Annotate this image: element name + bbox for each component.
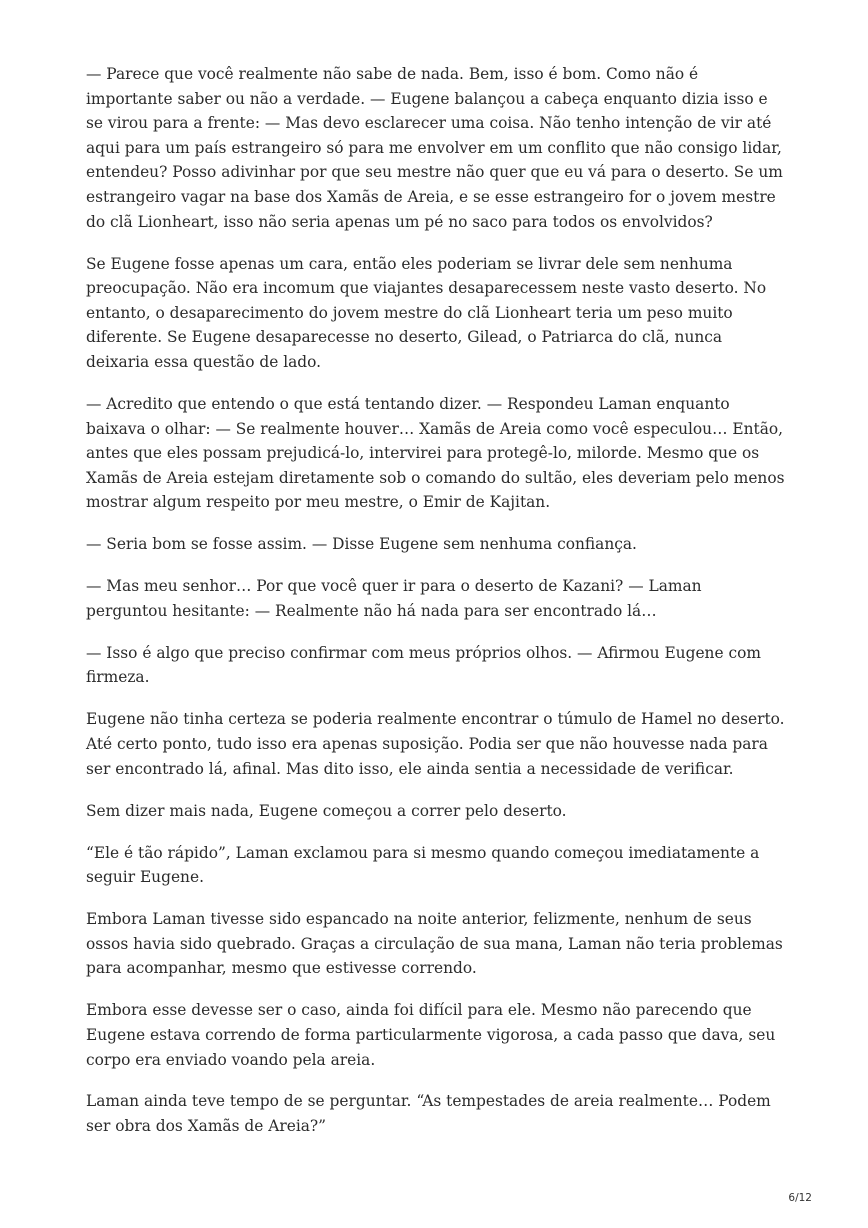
paragraph: — Seria bom se fosse assim. — Disse Eugene sem nenhuma confiança. bbox=[86, 535, 637, 554]
paragraph: Se Eugene fosse apenas um cara, então eles poderiam se livrar dele sem nenhuma preocupação. Não era incomum que viajantes desaparecessem neste vasto deserto. No entanto, o desaparecimento do jovem mestre do clã Lionheart teria um peso muito diferente. Se Eugene desaparecesse no deserto, Gilead, o Patriarca do clã, nunca deixaria essa questão de lado. bbox=[86, 254, 767, 371]
page-number: 6/12 bbox=[788, 1192, 812, 1204]
paragraph: Embora esse devesse ser o caso, ainda foi difícil para ele. Mesmo não parecendo que Eugene estava correndo de forma particularmente vigorosa, a cada passo que dava, seu corpo era enviado voando pela areia. bbox=[86, 1001, 776, 1069]
paragraph: — Parece que você realmente não sabe de nada. Bem, isso é bom. Como não é importante saber ou não a verdade. — Eugene balançou a cabeça enquanto dizia isso e se virou para a frente: — Mas devo esclarecer uma coisa. Não tenho intenção de vir até aqui para um país estrangeiro só para me envolver em um conflito que não consigo lidar, entendeu? Posso adivinhar por que seu mestre não quer que eu vá para o deserto. Se um estrangeiro vagar na base dos Xamãs de Areia, e se esse estrangeiro for o jovem mestre do clã Lionheart, isso não seria apenas um pé no saco para todos os envolvidos? bbox=[86, 65, 783, 231]
paragraph: Eugene não tinha certeza se poderia realmente encontrar o túmulo de Hamel no deserto. Até certo ponto, tudo isso era apenas suposição. Podia ser que não houvesse nada para ser encontrado lá, afinal. Mas dito isso, ele ainda sentia a necessidade de verificar. bbox=[86, 710, 785, 778]
paragraph: — Isso é algo que preciso confirmar com meus próprios olhos. — Afirmou Eugene com firmeza. bbox=[86, 643, 761, 687]
paragraph: Laman ainda teve tempo de se perguntar. “As tempestades de areia realmente… Podem ser obra dos Xamãs de Areia?” bbox=[86, 1092, 771, 1136]
paragraph: Sem dizer mais nada, Eugene começou a correr pelo deserto. bbox=[86, 801, 567, 820]
paragraph: — Mas meu senhor… Por que você quer ir para o deserto de Kazani? — Laman perguntou hesitante: — Realmente não há nada para ser encontrado lá… bbox=[86, 577, 702, 620]
paragraph: Embora Laman tivesse sido espancado na noite anterior, felizmente, nenhum de seus ossos havia sido quebrado. Graças a circulação de sua mana, Laman não teria problemas para acompanhar, mesmo que estivesse correndo. bbox=[86, 910, 783, 978]
document-body bbox=[86, 62, 786, 1156]
paragraph: “Ele é tão rápido”, Laman exclamou para si mesmo quando começou imediatamente a seguir Eugene. bbox=[86, 843, 760, 887]
paragraph: — Acredito que entendo o que está tentando dizer. — Respondeu Laman enquanto baixava o olhar: — Se realmente houver… Xamãs de Areia como você especulou… Então, antes que eles possam prejudicá-lo, intervirei para protegê-lo, milorde. Mesmo que os Xamãs de Areia estejam diretamente sob o comando do sultão, eles deveriam pelo menos mostrar algum respeito por meu mestre, o Emir de Kajitan. bbox=[86, 394, 785, 512]
